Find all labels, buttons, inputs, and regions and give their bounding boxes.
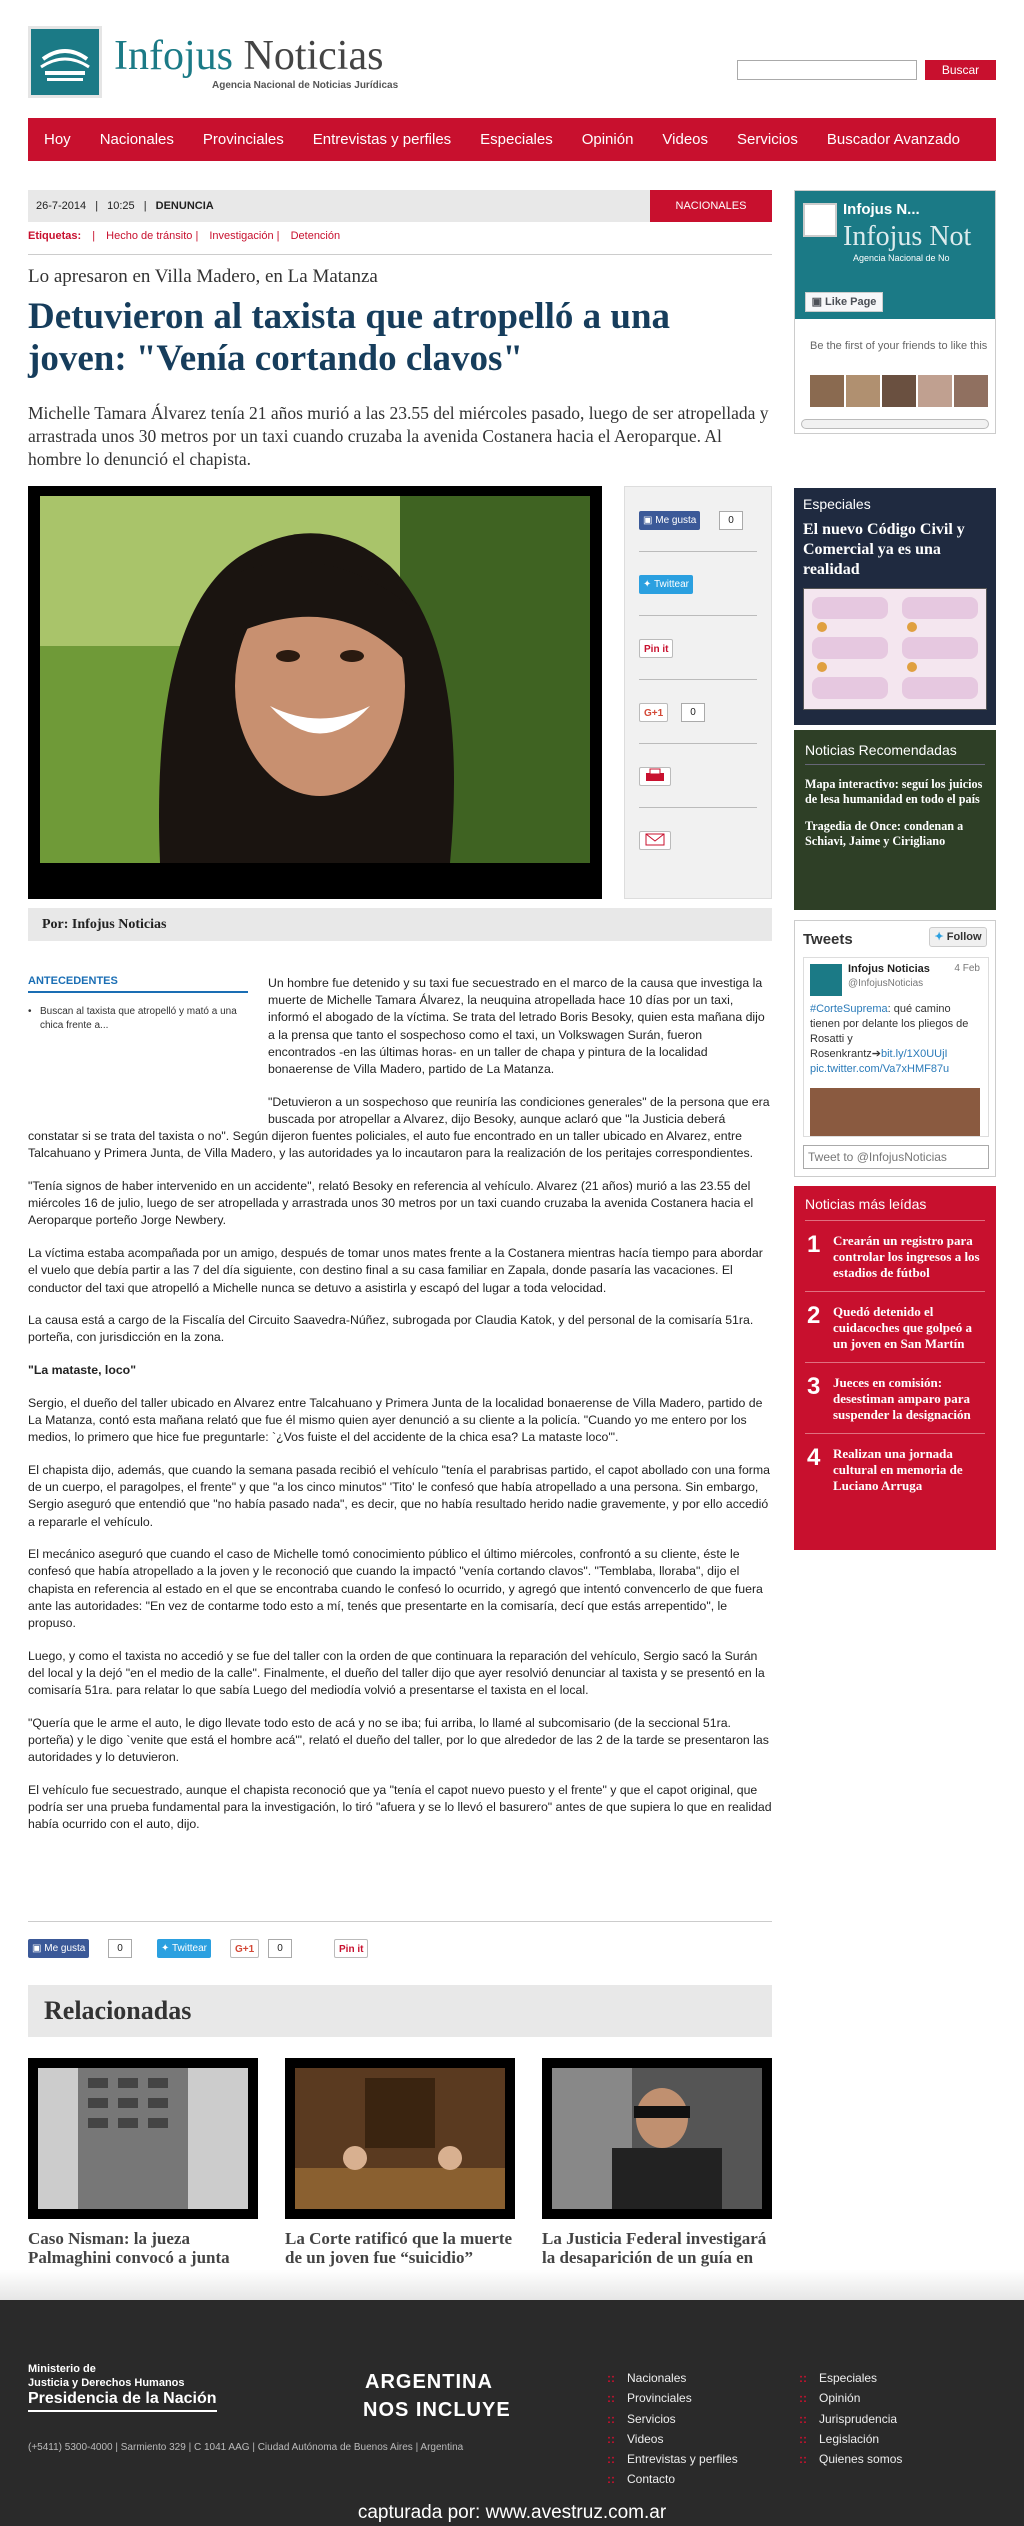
facebook-like-count: 0	[719, 511, 743, 530]
article-photo	[40, 496, 590, 863]
brand-first-word: Infojus	[114, 33, 233, 79]
related-item-title: Caso Nisman: la jueza Palmaghini convocó a junta	[28, 2229, 230, 2267]
tweet-user: Infojus Noticias	[848, 963, 930, 975]
mas-leidas-item[interactable]	[805, 1304, 985, 1363]
site-tagline: Agencia Nacional de Noticias Jurídicas	[212, 80, 399, 91]
footer-links-col1	[607, 2368, 738, 2490]
tweet-handle: @InfojusNoticias	[848, 978, 924, 989]
article-type: DENUNCIA	[155, 200, 214, 212]
tweet-link[interactable]: pic.twitter.com/Va7xHMF87u	[810, 1063, 950, 1075]
argentina-line: ARGENTINA	[365, 2371, 493, 2393]
article-lead: Michelle Tamara Álvarez tenía 21 años murió a las 23.55 del miércoles pasado, luego de ser atropellada y arrastrada unos 30 metros por un taxi cuando cruzaba la avenida Costanera hacia el Aeroparque. Al hombre lo denunció el chapista.	[28, 403, 769, 469]
footer-link[interactable]: :: Entrevistas y perfiles	[607, 2449, 738, 2469]
rank-number: 4	[807, 1444, 821, 1471]
facebook-like-count: 0	[108, 1939, 132, 1958]
mas-leidas-item[interactable]	[805, 1446, 985, 1504]
footer-link[interactable]: :: Jurisprudencia	[799, 2409, 902, 2429]
friend-avatar[interactable]	[954, 375, 988, 407]
tweet-hashtag[interactable]: #CorteSuprema	[810, 1003, 888, 1015]
footer-link[interactable]: :: Contacto	[607, 2469, 738, 2489]
twitter-follow-button[interactable]	[929, 927, 987, 947]
tweet-text	[810, 1002, 980, 1077]
body-paragraph: Un hombre fue detenido y su taxi fue secuestrado en el marco de la causa que investiga la muerte de Michelle Tamara Álvarez, la neuquina atropellada hace 10 días por un taxi, informó el abogado de la víctima. Se trata del letrado Boris Besoky, quien esta mañana dijo a la prensa que tanto el sospechoso como el taxi, un Volkswagen Surán, fueron encontrados -en las últimas horas- en un taller de chapa y pintura de la localidad bonaerense de Villa Madero, partido de La Matanza.	[268, 976, 765, 1077]
argentina-line: NOS INCLUYE	[363, 2399, 511, 2421]
facebook-cover	[795, 191, 995, 319]
article-photo-frame	[28, 486, 602, 899]
body-paragraph: "Tenía signos de haber intervenido en un accidente", relató Besoky en referencia al vehículo. Alvarez (21 años) murió a las 23.55 del miércoles 16 de julio, luego de ser atropellada y arrastrada unos 30 metros por un taxi cuando cruzaba la avenida Costanera hacia el Aeroparque porteño Jorge Newbery.	[28, 1179, 754, 1228]
facebook-like-button[interactable]	[639, 511, 700, 530]
article-body	[28, 975, 772, 1849]
nav-item-opinion[interactable]: Opinión	[581, 131, 634, 148]
related-title: Relacionadas	[44, 1996, 192, 2025]
rank-number: 1	[807, 1231, 821, 1258]
presidencia-label: Presidencia de la Nación	[28, 2390, 217, 2412]
tag-link[interactable]: Detención	[290, 230, 341, 242]
pinterest-button[interactable]: Pin it	[639, 639, 673, 658]
tag-separator: |	[276, 230, 280, 242]
mas-leidas-title: Crearán un registro para controlar los ingresos a los estadios de fútbol	[833, 1233, 980, 1280]
search-input[interactable]	[737, 60, 917, 80]
footer-link[interactable]: :: Provinciales	[607, 2388, 738, 2408]
article-meta-bar	[28, 190, 772, 222]
footer-address: (+5411) 5300-4000 | Sarmiento 329 | C 1041 AAG | Ciudad Autónoma de Buenos Aires | Argentina	[28, 2442, 464, 2453]
twitter-widget	[794, 920, 996, 1177]
facebook-page-widget	[794, 190, 996, 434]
related-item-title: La Corte ratificó que la muerte de un joven fue “suicidio”	[285, 2229, 513, 2267]
facebook-cover-subtitle: Agencia Nacional de No	[853, 253, 950, 263]
meta-separator: |	[95, 200, 99, 212]
email-icon[interactable]	[639, 831, 671, 850]
mas-leidas-label: Noticias más leídas	[805, 1196, 985, 1221]
especiales-image[interactable]	[803, 588, 987, 710]
tag-link[interactable]: Investigación	[209, 230, 274, 242]
especiales-box	[794, 488, 996, 725]
rank-number: 2	[807, 1302, 821, 1329]
ministry-line: Justicia y Derechos Humanos	[28, 2377, 185, 2389]
tweet-link[interactable]: bit.ly/1X0UUjI	[880, 1048, 948, 1060]
footer-links-col2	[799, 2368, 902, 2469]
twitter-icon: ✦	[161, 1943, 172, 1954]
nav-item-especiales[interactable]: Especiales	[480, 131, 553, 148]
divider	[28, 1921, 772, 1922]
footer-link[interactable]: :: Quienes somos	[799, 2449, 902, 2469]
nav-item-entrevistas[interactable]: Entrevistas y perfiles	[312, 131, 452, 148]
tag-link[interactable]: Hecho de tránsito	[106, 230, 193, 242]
facebook-scrollbar[interactable]	[801, 419, 989, 429]
mas-leidas-item[interactable]	[805, 1375, 985, 1434]
article-date: 26-7-2014	[36, 200, 87, 212]
body-paragraph: El vehículo fue secuestrado, aunque el chapista reconoció que ya "tenía el capot nuevo puesto y el frente" y que el capot original, que podría ser una prueba fundamental para la investigación, lo tiró "afuera y se lo llevó el basurero" antes de que supiera lo que en realidad había ocurrido con el auto, dijo.	[28, 1783, 772, 1832]
main-nav	[28, 118, 996, 161]
footer-link[interactable]: :: Videos	[607, 2429, 738, 2449]
facebook-icon: ▣	[811, 296, 826, 308]
print-icon[interactable]	[639, 767, 671, 786]
mas-leidas-title: Jueces en comisión: desestiman amparo para suspender la designación	[833, 1375, 971, 1422]
nav-item-hoy[interactable]: Hoy	[44, 131, 71, 148]
related-thumbnail	[542, 2058, 772, 2219]
capture-watermark: capturada por: www.avestruz.com.ar	[357, 2502, 667, 2523]
body-paragraph: Luego, y como el taxista no accedió y se fue del taller con la orden de que continuara la reparación del vehículo, Sergio sacó la Surán del local y la dejó "en el medio de la calle". Finalmente, el dueño del taller dijo que ayer resolvió denunciar al taxista y se presentó en la comisaría 51ra. para relatar lo que sabía Luego del mediodía volvió a presentarse el taxista en el local.	[28, 1648, 765, 1698]
ministry-logo[interactable]	[28, 2362, 185, 2390]
divider	[28, 254, 772, 255]
footer-link[interactable]: :: Legislación	[799, 2429, 902, 2449]
tweet-media[interactable]	[810, 1088, 980, 1137]
page-avatar	[803, 203, 837, 237]
nav-item-buscador[interactable]: Buscador Avanzado	[826, 131, 961, 148]
nav-item-videos[interactable]: Videos	[662, 131, 709, 148]
footer-link[interactable]: :: Especiales	[799, 2368, 902, 2388]
especiales-label: Especiales	[803, 496, 871, 512]
google-plus-count: 0	[681, 703, 705, 722]
related-thumbnail	[28, 2058, 258, 2219]
friend-avatar[interactable]	[846, 375, 880, 407]
google-plus-count: 0	[268, 1939, 292, 1958]
facebook-faces	[810, 375, 988, 407]
tweet-compose-input[interactable]: Tweet to @InfojusNoticias	[803, 1145, 989, 1169]
related-item-title: La Justicia Federal investigará la desaparición de un guía en	[542, 2229, 767, 2267]
mas-leidas-title: Realizan una jornada cultural en memoria de Luciano Arruga	[833, 1446, 963, 1493]
mas-leidas-title: Quedó detenido el cuidacoches que golpeó a un joven en San Martín	[833, 1304, 973, 1351]
article-headline: Detuvieron al taxista que atropelló a una joven: "Venía cortando clavos"	[28, 296, 671, 379]
body-paragraph: El mecánico aseguró que cuando el caso de Michelle tomó conocimiento público el último miércoles, confrontó a su cliente, éste le confesó que había atropellado a la joven y le reconoció que cuando la impactó "venía cortando clavos". "Temblaba, lloraba", dijo el chapista en referencia al estado en el que se encontraba cuando le confesó lo ocurrido, y agregó que intentó convencerlo de que fuera ante las autoridades: "En vez de contarme todo esto a mí, tenés que presentarte en la comisaría, decí que estás arrepentido", le propuso.	[28, 1547, 763, 1631]
body-paragraph: El chapista dijo, además, que cuando la semana pasada recibió el vehículo "tenía el parabrisas partido, el capot abollado con una forma de un cuerpo, el paragolpes, el frente" y que "a los cinco minutos" 'Tito' le confesó que había atropellado a una persona. Sin embargo, Sergio aseguró que entendió que "no había pasado nada", es decir, que no había resultado herido nadie gravemente, y por ello accedió a repararle el vehículo.	[28, 1462, 770, 1529]
brand-second-word: Noticias	[243, 33, 384, 79]
tweet-body: : qué camino tienen por delante los pliegos de Rosatti y Rosenkrantz➔	[810, 1003, 969, 1060]
footer-link[interactable]: :: Opinión	[799, 2388, 902, 2408]
antecedentes-title: ANTECEDENTES	[28, 975, 248, 993]
recomendadas-label: Noticias Recomendadas	[805, 742, 985, 765]
meta-separator: |	[143, 200, 147, 212]
share-column	[624, 486, 772, 899]
body-subheading: "La mataste, loco"	[28, 1363, 137, 1378]
antecedentes-box	[28, 975, 248, 1033]
argentina-logo[interactable]	[363, 2368, 511, 2424]
nav-item-provinciales[interactable]: Provinciales	[202, 131, 284, 148]
related-item[interactable]	[285, 2058, 515, 2267]
tags-row	[28, 230, 772, 242]
facebook-like-label: Me gusta	[44, 1943, 86, 1954]
bottom-share-bar	[28, 1939, 772, 1961]
body-paragraph: La víctima estaba acompañada por un amigo, después de tomar unos mates frente a la Costanera mientras hacía tiempo para abordar el vuelo que debía partir a las 7 del día siguiente, con destino final a su casa familiar en Zapala, donde pasaría las vacaciones. El conductor del taxi que atropelló a Michelle nunca se detuvo a asistirla y escapó del lugar a toda velocidad.	[28, 1246, 763, 1295]
tag-separator: |	[195, 230, 199, 242]
nav-item-servicios[interactable]: Servicios	[737, 131, 798, 148]
facebook-icon: ▣	[32, 1943, 45, 1954]
tweet-card[interactable]	[803, 957, 989, 1137]
especiales-title[interactable]: El nuevo Código Civil y Comercial ya es una realidad	[803, 521, 965, 578]
google-plus-button[interactable]: G+1	[230, 1939, 259, 1958]
twitter-share-button[interactable]	[157, 1939, 211, 1958]
divider	[639, 551, 757, 552]
facebook-cover-text: Infojus Not	[843, 221, 972, 252]
friend-avatar[interactable]	[882, 375, 916, 407]
article-kicker: Lo apresaron en Villa Madero, en La Matanza	[28, 266, 378, 287]
recomendada-item[interactable]: Mapa interactivo: seguí los juicios de lesa humanidad en todo el país	[805, 777, 983, 806]
friend-avatar[interactable]	[918, 375, 952, 407]
body-paragraph: Sergio, el dueño del taller ubicado en Alvarez entre Talcahuano y Primera Junta de la localidad bonaerense de Villa Madero, partido de La Matanza, contó esta mañana relató que fue él mismo quien ayer denunció a su cliente a la policía. "Cuando yo me entero por los medios, lo primero que hice fue preguntarle: `¿Vos fuiste el del accidente de la chica esa? La mataste loco'".	[28, 1395, 763, 1445]
facebook-like-page-button[interactable]	[805, 292, 883, 312]
mas-leidas-box	[794, 1186, 996, 1550]
follow-label: Follow	[946, 931, 982, 943]
nav-item-nacionales[interactable]: Nacionales	[99, 131, 174, 148]
body-paragraph: La causa está a cargo de la Fiscalía del Circuito Saavedra-Núñez, subrogada por Claudia Katok, y del personal de la comisaría 51ra. porteña, con jurisdicción en la zona.	[28, 1313, 754, 1345]
twitter-icon: ✦	[643, 579, 654, 590]
article-time: 10:25	[107, 200, 135, 212]
section-badge[interactable]: NACIONALES	[650, 190, 772, 222]
facebook-friends-text: Be the first of your friends to like this	[810, 340, 988, 352]
rank-number: 3	[807, 1373, 821, 1400]
body-paragraph: "Detuvieron a un sospechoso que reuniría las condiciones generales" de la persona que era buscada por atropellar a Alvarez, dijo Besoky, aunque aclaró que "la Justicia deberá constatar si se trata del taxista o no". Según dijeron fuentes policiales, el auto fue encontrado en un taller ubicado en Alvarez, entre Talcahuano y Primera Junta, de Villa Madero, y las autoridades ya lo incautaron para la realización de los peritajes correspondientes.	[28, 1094, 770, 1161]
footer-fade	[0, 2270, 1024, 2300]
search-button[interactable]: Buscar	[925, 60, 996, 80]
facebook-like-label: Me gusta	[655, 515, 697, 526]
tag-separator: |	[92, 230, 96, 242]
footer-link[interactable]: :: Nacionales	[607, 2368, 738, 2388]
site-footer	[0, 2300, 1024, 2526]
footer-link[interactable]: :: Servicios	[607, 2409, 738, 2429]
related-item[interactable]	[28, 2058, 258, 2286]
facebook-like-button[interactable]	[28, 1939, 89, 1958]
twitter-icon: ✦	[934, 931, 947, 943]
like-page-label: Like Page	[825, 296, 877, 308]
logo-icon[interactable]	[28, 26, 102, 98]
mas-leidas-item[interactable]	[805, 1233, 985, 1292]
facebook-icon: ▣	[643, 515, 656, 526]
related-header	[28, 1985, 772, 2037]
twitter-share-label: Twittear	[171, 1943, 207, 1954]
twitter-share-label: Twittear	[653, 579, 689, 590]
tweet-avatar	[810, 964, 842, 996]
ministry-line: Ministerio de	[28, 2363, 96, 2375]
divider	[639, 615, 757, 616]
google-plus-button[interactable]: G+1	[639, 703, 668, 722]
article-byline: Por: Infojus Noticias	[28, 908, 772, 941]
tweet-date: 4 Feb	[954, 963, 980, 974]
divider	[639, 807, 757, 808]
pinterest-button[interactable]: Pin it	[334, 1939, 368, 1958]
facebook-page-name[interactable]: Infojus N...	[843, 201, 920, 218]
divider	[639, 679, 757, 680]
site-logo-text[interactable]	[114, 32, 383, 80]
body-paragraph: "Quería que le arme el auto, le digo llevate todo esto de acá y no se iba; fui arriba, lo llamé al subcomisario (de la seccional 51ra. porteña) y le digo `venite que está el hombre acá'", relató el dueño del taller, por lo que alrededor de las 2 de la tarde se presentaron las autoridades y lo detuvieron.	[28, 1715, 769, 1765]
recomendadas-box	[794, 730, 996, 910]
tweets-label: Tweets	[803, 931, 853, 948]
divider	[639, 743, 757, 744]
related-thumbnail	[285, 2058, 515, 2219]
twitter-share-button[interactable]	[639, 575, 693, 594]
antecedentes-link[interactable]: • Buscan al taxista que atropelló y mató a una chica frente a...	[28, 1005, 248, 1033]
site-header	[28, 20, 998, 110]
recomendada-item[interactable]: Tragedia de Once: condenan a Schiavi, Jaime y Cirigliano	[805, 819, 964, 848]
friend-avatar[interactable]	[810, 375, 844, 407]
tags-label: Etiquetas:	[28, 230, 82, 242]
related-item[interactable]	[542, 2058, 772, 2286]
